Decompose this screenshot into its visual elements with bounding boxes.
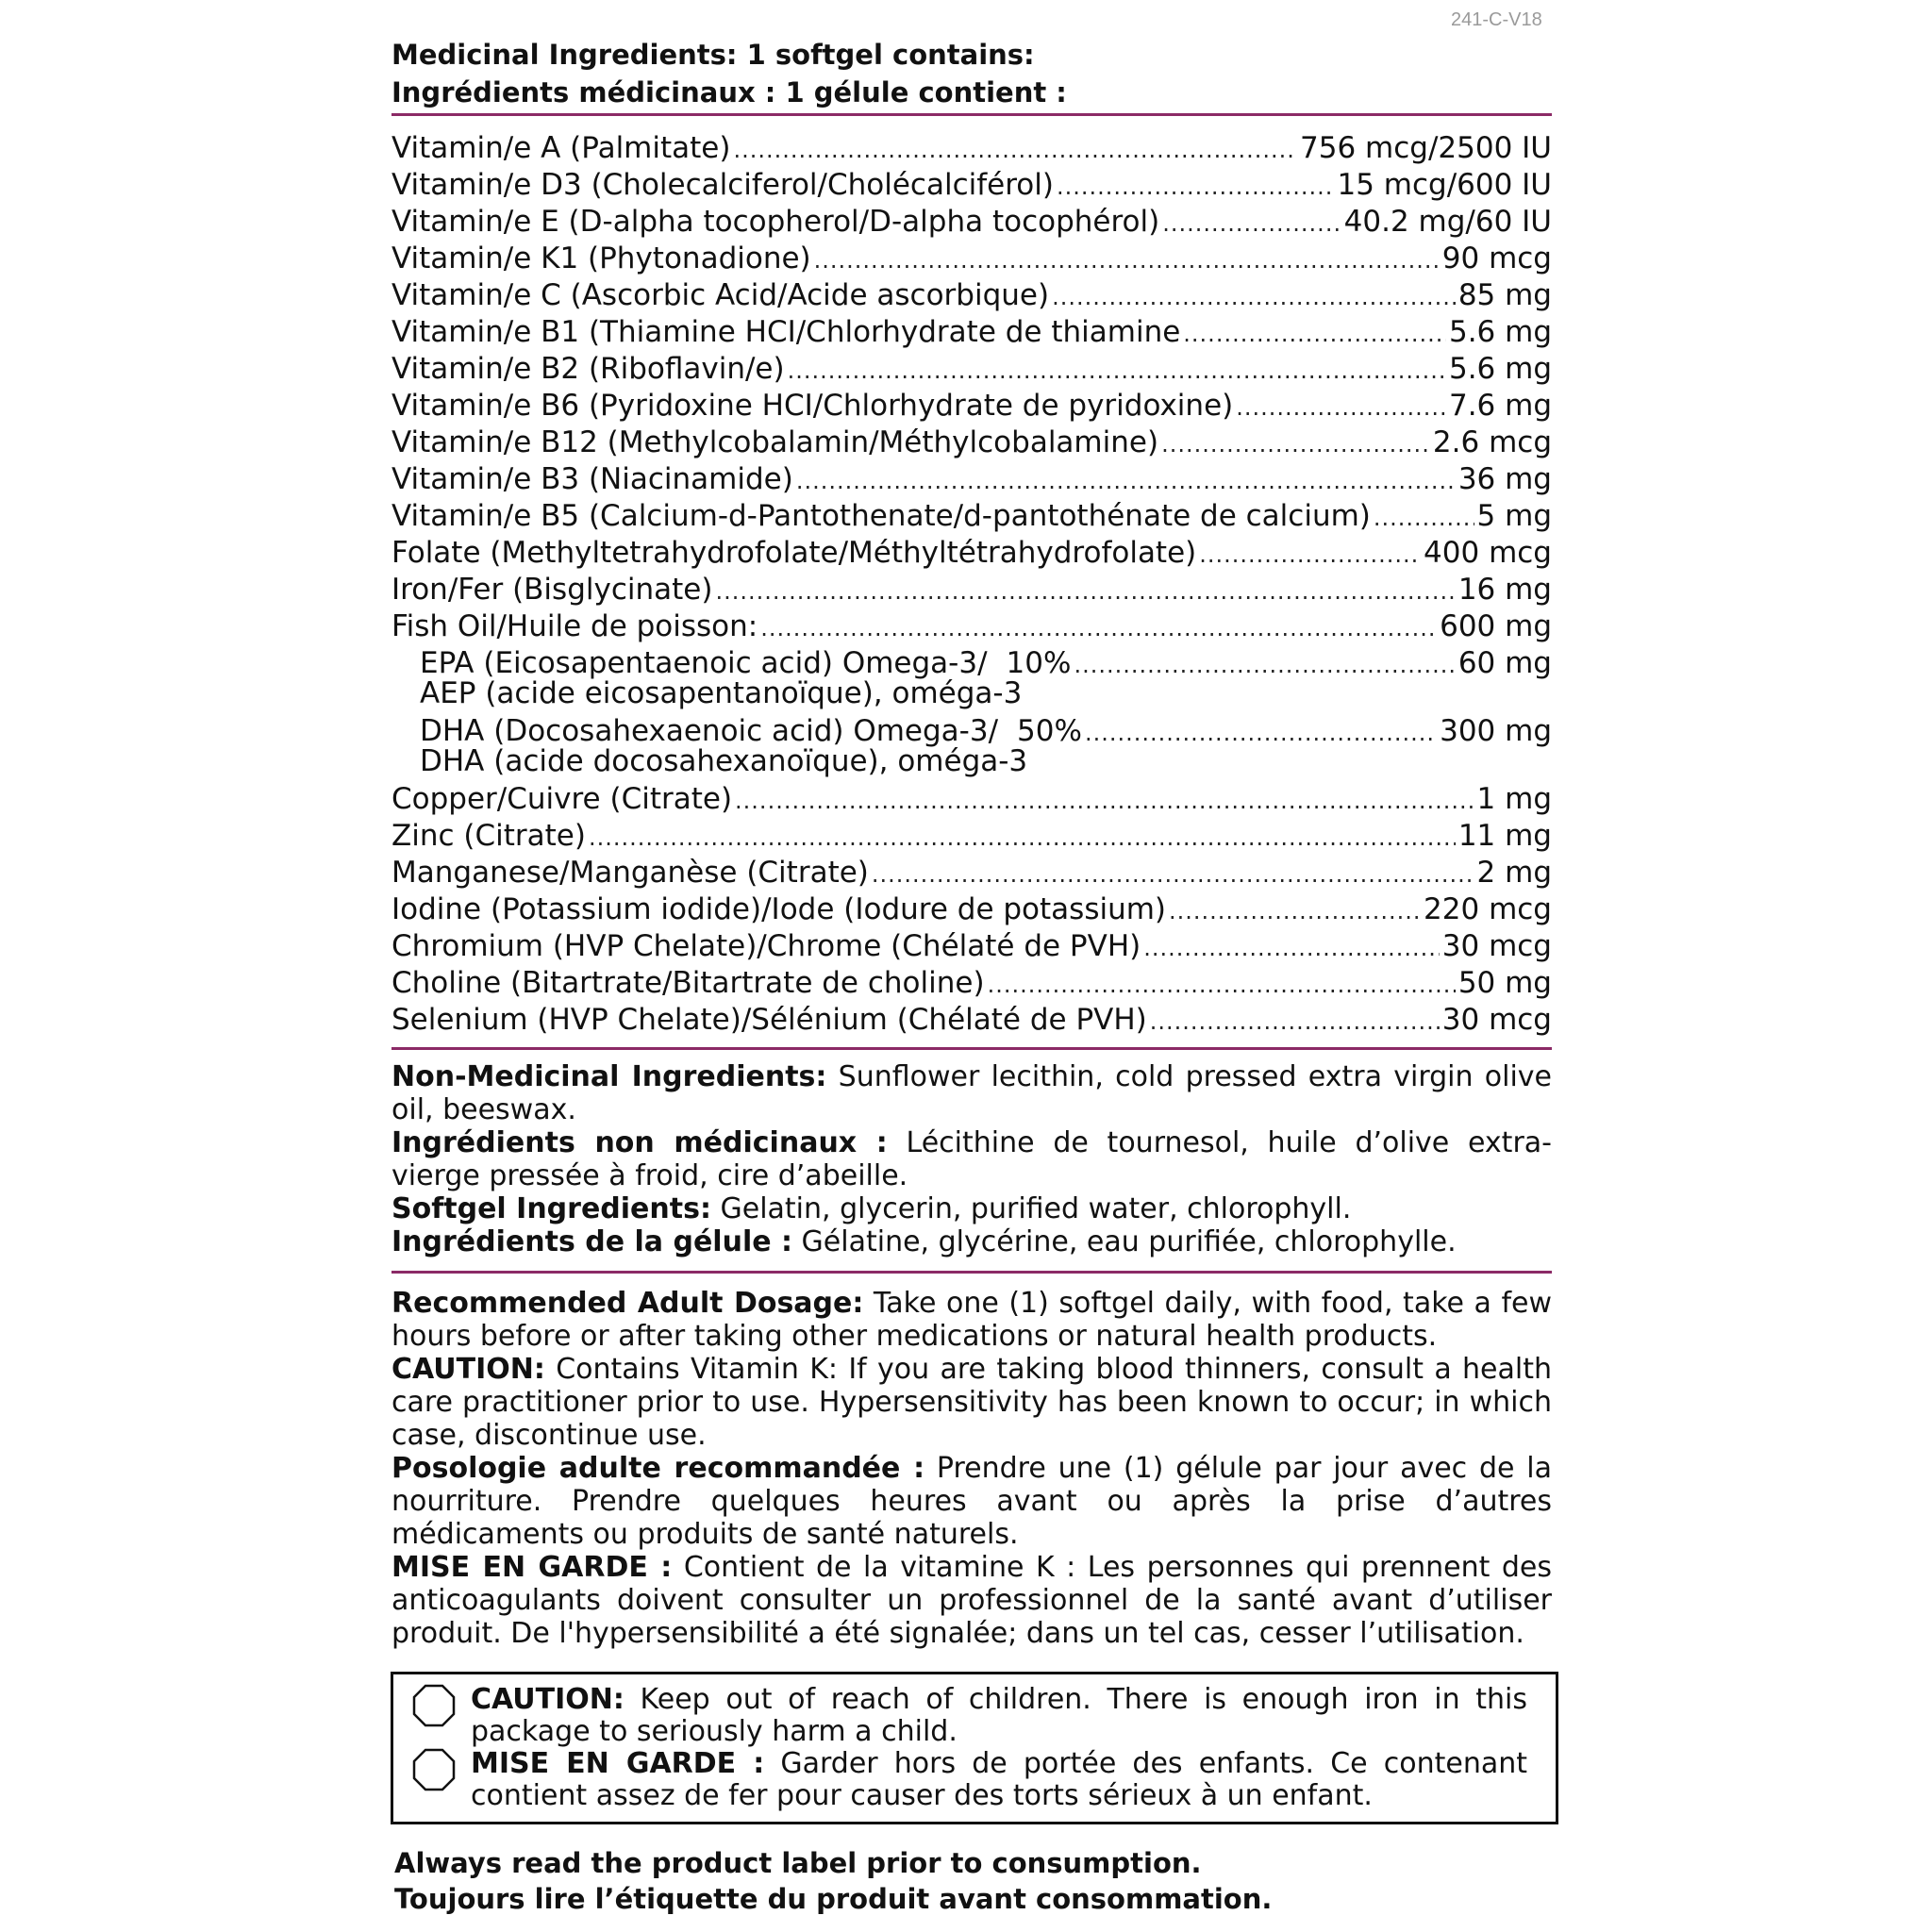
dot-leader: [788, 351, 1446, 390]
ingredient-percent: 50%: [1017, 714, 1082, 748]
child-warning-text-fr: Garder hors de portée des enfants. Ce contenant contient assez de fer pour causer des torts sérieux à un enfant.: [471, 1747, 1527, 1812]
child-warning-text-en: Keep out of reach of children. There is enough iron in this package to seriously harm a child.: [471, 1683, 1527, 1748]
ingredient-name: Vitamin/e B2 (Riboflavin/e): [391, 352, 785, 386]
ingredient-name: Vitamin/e B3 (Niacinamide): [391, 462, 793, 496]
ingredient-name: Vitamin/e C (Ascorbic Acid/Acide ascorbique): [391, 278, 1050, 312]
octagon-icon: [412, 1684, 456, 1727]
ingredient-name: Choline (Bitartrate/Bitartrate de choline): [391, 966, 985, 1000]
ingredient-amount: 5.6 mg: [1448, 352, 1552, 386]
ingredient-name: Chromium (HVP Chelate)/Chrome (Chélaté de PVH): [391, 929, 1141, 963]
non-medicinal-label-fr: Ingrédients non médicinaux :: [391, 1126, 888, 1159]
label-code: 241-C-V18: [1451, 9, 1542, 30]
ingredient-amount: 5 mg: [1476, 499, 1552, 533]
ingredient-row: [391, 855, 1552, 891]
ingredient-amount: 756 mcg/2500 IU: [1300, 131, 1552, 165]
ingredient-name: EPA (Eicosapentaenoic acid) Omega-3/: [420, 646, 988, 680]
ingredient-percent: 10%: [1006, 646, 1072, 680]
ingredient-name: Vitamin/e E (D-alpha tocopherol/D-alpha tocophérol): [391, 205, 1160, 239]
medicinal-title-en: Medicinal Ingredients: 1 softgel contains:: [391, 39, 1035, 71]
ingredient-list: [391, 130, 1552, 1039]
non-medicinal-label-en: Non-Medicinal Ingredients:: [391, 1060, 827, 1093]
ingredient-row: [391, 241, 1552, 277]
ingredient-row: [391, 130, 1552, 167]
dosage-fr: [391, 1452, 1552, 1551]
medicinal-title: [391, 36, 1552, 111]
softgel-text-en: Gelatin, glycerin, purified water, chlorophyll.: [710, 1192, 1352, 1225]
ingredient-amount: 400 mcg: [1424, 536, 1552, 570]
ingredient-name: Vitamin/e B12 (Methylcobalamin/Méthylcobalamine): [391, 425, 1159, 459]
child-warning-label-en: CAUTION:: [471, 1683, 625, 1716]
ingredient-amount: 11 mg: [1457, 819, 1552, 853]
footer-line-en: Always read the product label prior to consumption.: [394, 1847, 1202, 1879]
dosage-text-en: Take one (1) softgel daily, with food, take a few hours before or after taking other medications or natural health products.: [391, 1287, 1552, 1353]
ingredient-row: [391, 314, 1552, 351]
softgel-label-fr: Ingrédients de la gélule :: [391, 1225, 793, 1258]
ingredient-row: [391, 535, 1552, 572]
ingredient-amount: 600 mg: [1440, 609, 1552, 643]
dot-leader: [814, 241, 1440, 279]
dosage-text-fr: Prendre une (1) gélule par jour avec de la nourriture. Prendre quelques heures avant ou après la prise d’autres médicaments ou produits de santé naturels.: [391, 1452, 1553, 1551]
ingredient-amount: 40.2 mg/60 IU: [1343, 205, 1552, 239]
ingredient-name: Vitamin/e B6 (Pyridoxine HCI/Chlorhydrate de pyridoxine): [391, 389, 1234, 423]
softgel-en: [391, 1192, 1552, 1225]
ingredient-amount: 15 mcg/600 IU: [1337, 168, 1552, 202]
ingredient-row: [391, 461, 1552, 498]
ingredient-row: [391, 891, 1552, 928]
ingredient-amount: 30 mcg: [1441, 1003, 1552, 1037]
ingredient-row: [391, 204, 1552, 241]
ingredient-amount: 1 mg: [1476, 782, 1552, 816]
divider: [391, 1047, 1552, 1050]
non-medicinal-text-fr: Lécithine de tournesol, huile d’olive extra-vierge pressée à froid, cire d’abeille.: [391, 1126, 1552, 1192]
ingredient-row: [391, 167, 1552, 204]
ingredient-name: Zinc (Citrate): [391, 819, 586, 853]
dot-leader: [872, 855, 1474, 893]
dosage-section: [391, 1287, 1552, 1650]
ingredient-amount: 30 mcg: [1441, 929, 1552, 963]
ingredient-row: [391, 425, 1552, 461]
caution-text-fr: Contient de la vitamine K : Les personnes qui prennent des anticoagulants doivent consulter un professionnel de la santé avant d’utiliser produit. De l'hypersensibilité a été signalée; dans un tel cas, cesser l’utilisation.: [391, 1551, 1552, 1650]
dosage-en: [391, 1287, 1552, 1353]
dot-leader: [589, 818, 1456, 857]
ingredient-row: [391, 498, 1552, 535]
ingredient-amount: 16 mg: [1457, 573, 1552, 607]
ingredient-name: Folate (Methyltetrahydrofolate/Méthyltétrahydrofolate): [391, 536, 1197, 570]
ingredient-amount: 85 mg: [1457, 278, 1552, 312]
dot-leader: [733, 130, 1297, 169]
ingredient-row: [391, 351, 1552, 388]
divider: [391, 113, 1552, 116]
ingredient-name: Vitamin/e D3 (Cholecalciferol/Cholécalciférol): [391, 168, 1054, 202]
dot-leader: [1374, 498, 1474, 537]
ingredient-row: [391, 1002, 1552, 1039]
non-medicinal-fr: [391, 1126, 1552, 1192]
ingredient-row: [391, 277, 1552, 314]
dot-leader: [1161, 425, 1430, 463]
dot-leader: [1183, 314, 1446, 353]
softgel-text-fr: Gélatine, glycérine, eau purifiée, chlorophylle.: [792, 1225, 1457, 1258]
ingredient-amount: 7.6 mg: [1448, 389, 1552, 423]
dot-leader: [735, 781, 1474, 820]
ingredient-name-fr: AEP (acide eicosapentanoïque), oméga-3: [420, 676, 1023, 710]
ingredient-row: [391, 608, 1552, 645]
divider: [391, 1271, 1552, 1274]
softgel-fr: [391, 1225, 1552, 1258]
ingredient-amount: 36 mg: [1457, 462, 1552, 496]
dot-leader: [1150, 1002, 1440, 1041]
ingredient-name: Vitamin/e A (Palmitate): [391, 131, 731, 165]
caution-label-fr: MISE EN GARDE :: [391, 1551, 673, 1584]
ingredient-amount: 2.6 mcg: [1432, 425, 1552, 459]
dot-leader: [1057, 167, 1335, 206]
dot-leader: [1074, 645, 1455, 684]
dot-leader: [1169, 891, 1421, 930]
ingredient-amount: 300 mg: [1440, 714, 1552, 748]
ingredient-name: Vitamin/e K1 (Phytonadione): [391, 242, 811, 275]
caution-text-en: Contains Vitamin K: If you are taking blood thinners, consult a health care practitioner prior to use. Hypersensitivity has been known to occur; in which case, discontinue use.: [391, 1353, 1552, 1452]
ingredient-name: Fish Oil/Huile de poisson:: [391, 609, 758, 643]
child-warning-label-fr: MISE EN GARDE :: [471, 1747, 765, 1780]
dot-leader: [1085, 713, 1437, 752]
child-warning-en: [471, 1684, 1527, 1748]
dot-leader: [988, 965, 1456, 1004]
dot-leader: [1143, 928, 1440, 967]
ingredient-name: Copper/Cuivre (Citrate): [391, 782, 733, 816]
ingredient-name: Selenium (HVP Chelate)/Sélénium (Chélaté de PVH): [391, 1003, 1147, 1037]
child-warning-box: [391, 1672, 1558, 1824]
ingredient-name: Vitamin/e B1 (Thiamine HCI/Chlorhydrate de thiamine: [391, 315, 1181, 349]
ingredient-name: DHA (Docosahexaenoic acid) Omega-3/: [420, 714, 999, 748]
footer-notice: [394, 1845, 1555, 1917]
dot-leader: [1052, 277, 1456, 316]
ingredient-row: [391, 781, 1552, 818]
ingredient-amount: 5.6 mg: [1448, 315, 1552, 349]
ingredient-name: Vitamin/e B5 (Calcium-d-Pantothenate/d-pantothénate de calcium): [391, 499, 1371, 533]
dosage-caution-fr: [391, 1551, 1552, 1650]
ingredient-row: [391, 388, 1552, 425]
dot-leader: [1199, 535, 1421, 574]
caution-label-en: CAUTION:: [391, 1353, 545, 1386]
ingredient-amount: 220 mcg: [1424, 892, 1552, 926]
softgel-label-en: Softgel Ingredients:: [391, 1192, 711, 1225]
ingredient-amount: 60 mg: [1457, 646, 1552, 680]
non-medicinal-text-en: Sunflower lecithin, cold pressed extra virgin olive oil, beeswax.: [391, 1060, 1553, 1126]
dot-leader: [796, 461, 1456, 500]
octagon-icon: [412, 1748, 456, 1791]
dot-leader: [1236, 388, 1446, 426]
ingredient-row: [391, 928, 1552, 965]
ingredient-amount: 50 mg: [1457, 966, 1552, 1000]
footer-line-fr: Toujours lire l’étiquette du produit avant consommation.: [394, 1883, 1273, 1915]
ingredient-row: [391, 818, 1552, 855]
dot-leader: [760, 608, 1437, 647]
dot-leader: [715, 572, 1455, 610]
non-medicinal-en: [391, 1060, 1552, 1126]
dot-leader: [1162, 204, 1341, 242]
dosage-caution-en: [391, 1353, 1552, 1452]
child-warning-fr: [471, 1748, 1527, 1812]
medicinal-title-fr: Ingrédients médicinaux : 1 gélule contient :: [391, 76, 1067, 108]
ingredient-amount: 2 mg: [1476, 856, 1552, 890]
ingredient-name: Manganese/Manganèse (Citrate): [391, 856, 869, 890]
ingredient-row: [391, 965, 1552, 1002]
ingredient-name-fr: DHA (acide docosahexanoïque), oméga-3: [420, 744, 1028, 778]
non-medicinal-section: [391, 1060, 1552, 1258]
ingredient-amount: 90 mcg: [1441, 242, 1552, 275]
dosage-label-en: Recommended Adult Dosage:: [391, 1287, 864, 1320]
ingredient-name: Iodine (Potassium iodide)/Iode (Iodure de potassium): [391, 892, 1167, 926]
ingredient-row: [391, 572, 1552, 608]
ingredient-name: Iron/Fer (Bisglycinate): [391, 573, 713, 607]
dosage-label-fr: Posologie adulte recommandée :: [391, 1452, 925, 1485]
